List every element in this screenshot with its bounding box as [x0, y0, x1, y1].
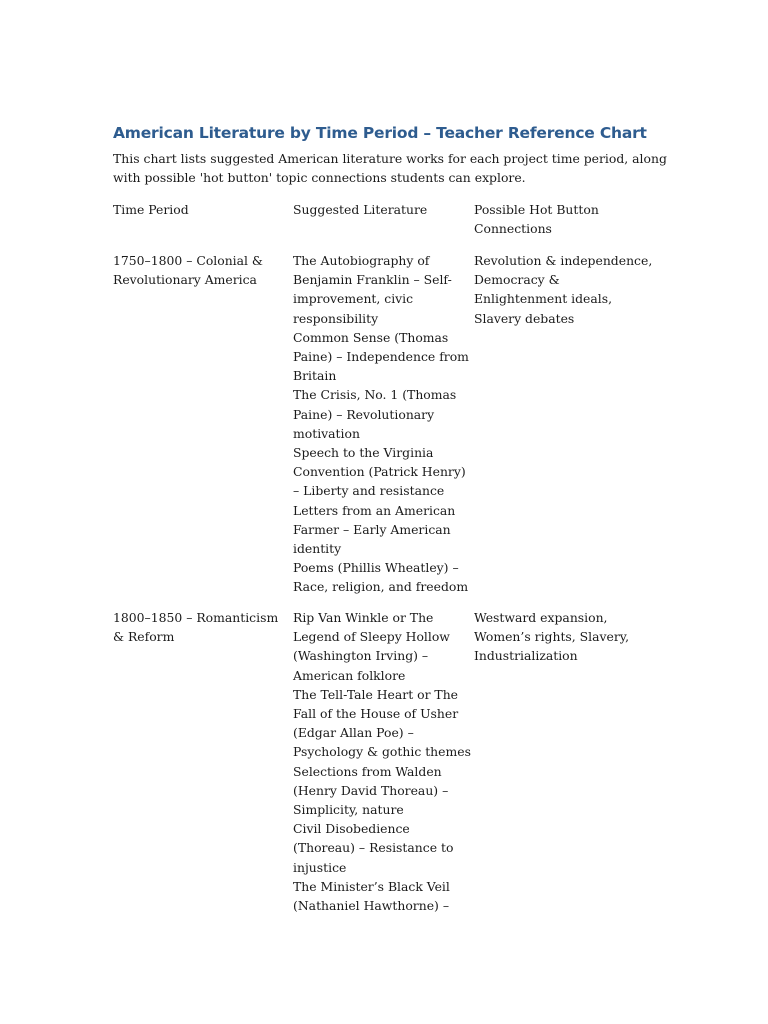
cell-line: Race, religion, and freedom: [293, 579, 469, 595]
cell-line: Poems (Phillis Wheatley) –: [293, 560, 459, 576]
cell-line: Selections from Walden: [293, 763, 442, 779]
cell-line: Simplicity, nature: [293, 802, 404, 818]
cell-line: Revolution & independence,: [474, 253, 653, 268]
row2-literature: [293, 608, 471, 915]
cell-line: Fall of the House of Usher: [293, 706, 459, 722]
cell-line: 1800–1850 – Romanticism: [113, 610, 279, 625]
cell-line: responsibility: [293, 310, 379, 326]
header-hot-button: [474, 200, 654, 238]
row1-time-period: [113, 251, 281, 289]
row2-time-period: [113, 608, 281, 646]
cell-line: Paine) – Independence from: [293, 349, 469, 365]
header-line: Time Period: [113, 202, 189, 217]
header-literature: [293, 200, 465, 219]
row2-hot-button: [474, 608, 654, 666]
cell-line: Legend of Sleepy Hollow: [293, 629, 450, 645]
header-line: Possible Hot Button: [474, 202, 599, 217]
cell-line: (Edgar Allan Poe) –: [293, 725, 414, 741]
cell-line: 1750–1800 – Colonial &: [113, 253, 263, 268]
cell-line: Industrialization: [474, 648, 578, 664]
row1-hot-button: [474, 251, 654, 328]
cell-line: improvement, civic: [293, 291, 414, 307]
cell-line: (Washington Irving) –: [293, 648, 429, 664]
cell-line: The Crisis, No. 1 (Thomas: [293, 387, 457, 403]
cell-line: American folklore: [293, 667, 406, 683]
cell-line: The Minister’s Black Veil: [293, 878, 450, 894]
header-line: Connections: [474, 221, 552, 237]
cell-line: Women’s rights, Slavery,: [474, 629, 630, 645]
page-title: American Literature by Time Period – Teacher Reference Chart: [113, 124, 647, 142]
cell-line: (Henry David Thoreau) –: [293, 782, 449, 798]
cell-line: Enlightenment ideals,: [474, 291, 613, 307]
cell-line: Common Sense (Thomas: [293, 329, 449, 345]
cell-line: Britain: [293, 368, 337, 384]
cell-line: & Reform: [113, 629, 175, 645]
cell-line: Paine) – Revolutionary: [293, 406, 435, 422]
cell-line: Psychology & gothic themes: [293, 744, 471, 760]
cell-line: – Liberty and resistance: [293, 483, 445, 499]
cell-line: The Autobiography of: [293, 253, 430, 268]
header-line: Suggested Literature: [293, 202, 428, 217]
cell-line: Westward expansion,: [474, 610, 608, 625]
row1-literature: [293, 251, 469, 597]
cell-line: The Tell-Tale Heart or The: [293, 686, 459, 702]
intro-paragraph: [113, 149, 673, 188]
cell-line: injustice: [293, 859, 347, 875]
cell-line: Democracy &: [474, 272, 560, 288]
cell-line: identity: [293, 541, 342, 557]
cell-line: Letters from an American: [293, 502, 456, 518]
header-time-period: [113, 200, 281, 219]
cell-line: Speech to the Virginia: [293, 445, 434, 461]
cell-line: Revolutionary America: [113, 272, 257, 288]
cell-line: Rip Van Winkle or The: [293, 610, 434, 625]
cell-line: (Nathaniel Hawthorne) –: [293, 898, 450, 914]
cell-line: Convention (Patrick Henry): [293, 464, 466, 480]
cell-line: motivation: [293, 425, 360, 441]
intro-line: This chart lists suggested American literature works for each project time period, along: [113, 151, 667, 166]
intro-line: with possible 'hot button' topic connections students can explore.: [113, 170, 526, 186]
cell-line: Slavery debates: [474, 310, 575, 326]
cell-line: Benjamin Franklin – Self-: [293, 272, 452, 288]
cell-line: (Thoreau) – Resistance to: [293, 840, 454, 856]
cell-line: Farmer – Early American: [293, 521, 451, 537]
cell-line: Civil Disobedience: [293, 821, 410, 837]
